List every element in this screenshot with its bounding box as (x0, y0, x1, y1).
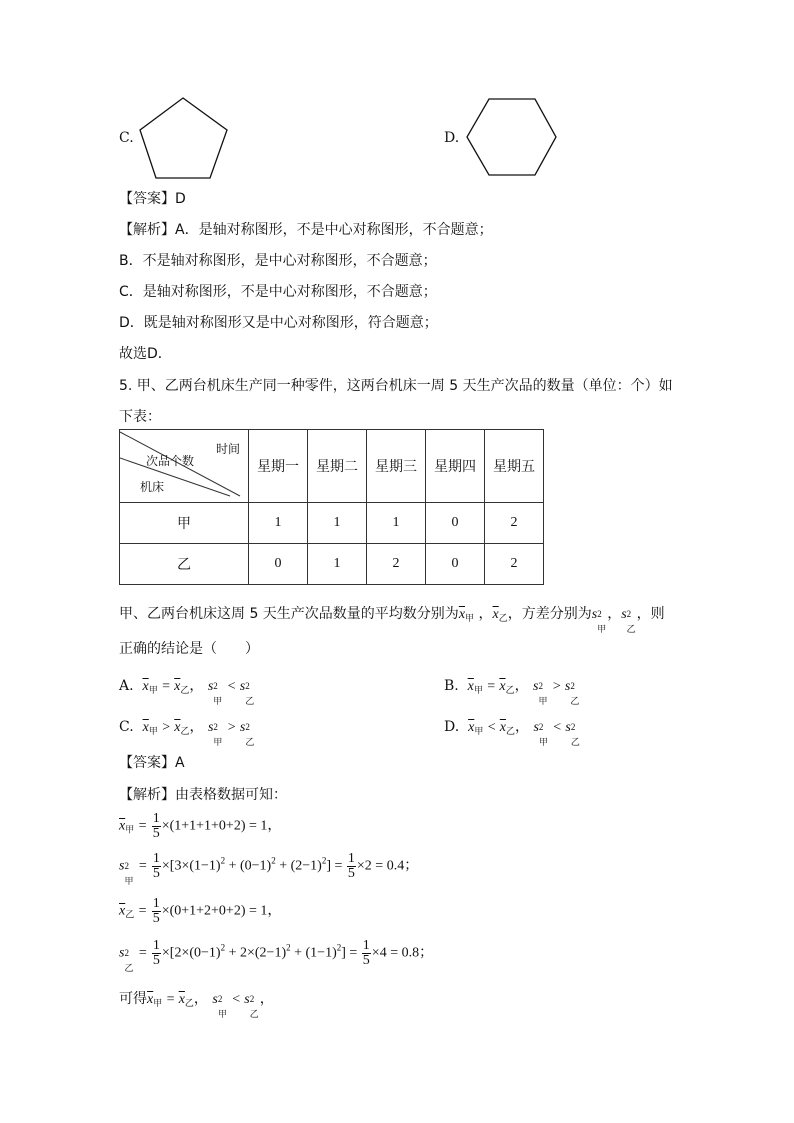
option-d: D. $\overline{x}_甲 < \overline{x}_乙$， s 2 甲 < s 2 乙 (444, 719, 580, 748)
day-header: 星期二 (308, 430, 367, 503)
q4-analysis-c: C．是轴对称图形，不是中心对称图形，不合题意； (119, 284, 437, 300)
mean-yi-symbol: $\overline{x}_乙$ (492, 607, 508, 624)
q5-stem-line-2: 下表： (119, 409, 161, 425)
option-d-label: D. (444, 130, 460, 146)
header-time: 时间 (216, 442, 241, 456)
q4-analysis-a: A．是轴对称图形，不是中心对称图形，不合题意； (175, 222, 493, 238)
table-cell: 2 (485, 544, 544, 585)
q5-analysis-title: 【解析】由表格数据可知： (119, 787, 287, 803)
defect-table (119, 429, 544, 585)
calc-mean-jia: $\overline{x}_甲$ = $\frac{1}{5}$ ×(1+1+1+0+2) = 1， (119, 811, 282, 841)
day-header: 星期一 (249, 430, 308, 503)
table-row (120, 544, 544, 585)
q4-analysis-title: 【解析】 (119, 222, 175, 238)
q4-analysis-b: B．不是轴对称图形，是中心对称图形，不合题意； (119, 253, 437, 269)
header-defect-count: 次品个数 (146, 454, 195, 468)
table-row (120, 503, 544, 544)
header-machine: 机床 (140, 480, 165, 494)
option-b: B. $\overline{x}_甲 = \overline{x}_乙$， s 2 甲 > s 2 乙 (444, 678, 580, 707)
q5-question-line-1: 甲、乙两台机床这周 5 天生产次品数量的平均数分别为$\overline{x}_甲$ ，$\overline{x}_乙$，方差分别为s 2 甲 ，s 2 乙 ，则 (119, 606, 665, 635)
var-jia-symbol: s 2 甲 (591, 607, 607, 635)
q4-answer: 【答案】D (119, 191, 186, 207)
table-diagonal-header (120, 430, 249, 503)
day-header: 星期四 (426, 430, 485, 503)
mean-jia-symbol: $\overline{x}_甲$ (458, 607, 475, 624)
table-cell: 0 (426, 544, 485, 585)
table-cell: 2 (367, 544, 426, 585)
q4-conclusion: 故选D． (119, 346, 172, 362)
calc-mean-yi: $\overline{x}_乙$ = $\frac{1}{5}$ ×(0+1+2+0+2) = 1， (119, 896, 282, 926)
table-cell: 0 (249, 544, 308, 585)
option-c-label: C. (119, 130, 134, 146)
q5-stem-line-1: 5. 甲、乙两台机床生产同一种零件，这两台机床一周 5 天生产次品的数量（单位：个）如 (119, 378, 673, 394)
var-yi-symbol: s 2 乙 (621, 607, 636, 635)
table-cell: 1 (249, 503, 308, 544)
q5-answer: 【答案】A (119, 755, 185, 771)
calc-conclusion: 可得$\overline{x}_甲 = \overline{x}_乙$， s 2 甲 < s 2 乙 ， (119, 991, 274, 1020)
q5-question-line-2: 正确的结论是（ ） (119, 641, 259, 657)
q5-question-text-a: 甲、乙两台机床这周 5 天生产次品数量的平均数分别为 (119, 606, 459, 622)
option-a: A. $\overline{x}_甲 = \overline{x}_乙$， s 2 甲 < s 2 乙 (119, 678, 255, 707)
option-c: C. $\overline{x}_甲 > \overline{x}_乙$， s 2 甲 > s 2 乙 (119, 719, 255, 748)
hexagon-figure (460, 96, 560, 180)
q4-analysis-d: D．既是轴对称图形又是中心对称图形，符合题意； (119, 315, 438, 331)
row-label: 甲 (120, 503, 249, 544)
table-cell: 1 (367, 503, 426, 544)
q4-analysis-line-1 (119, 219, 493, 239)
table-cell: 1 (308, 544, 367, 585)
row-label: 乙 (120, 544, 249, 585)
calc-var-yi: s 2 乙 = $\frac{1}{5}$ $\times[2\times(0-1)^2 + 2\times(2-1)^2 + (1-1)^2]$ = $\frac{1}{5}$ ×4 = 0.8； (119, 938, 434, 974)
table-cell: 1 (308, 503, 367, 544)
day-header: 星期三 (367, 430, 426, 503)
day-header: 星期五 (485, 430, 544, 503)
table-cell: 0 (426, 503, 485, 544)
pentagon-figure (136, 94, 232, 180)
q5-question-text-b: ，方差分别为 (507, 606, 592, 622)
table-cell: 2 (485, 503, 544, 544)
q5-question-text-c: ，则 (636, 606, 665, 622)
calc-var-jia: s 2 甲 = $\frac{1}{5}$ $\times[3\times(1-1)^2 + (0-1)^2 + (2-1)^2]$ = $\frac{1}{5}$ ×2 = 0.4； (119, 851, 419, 887)
